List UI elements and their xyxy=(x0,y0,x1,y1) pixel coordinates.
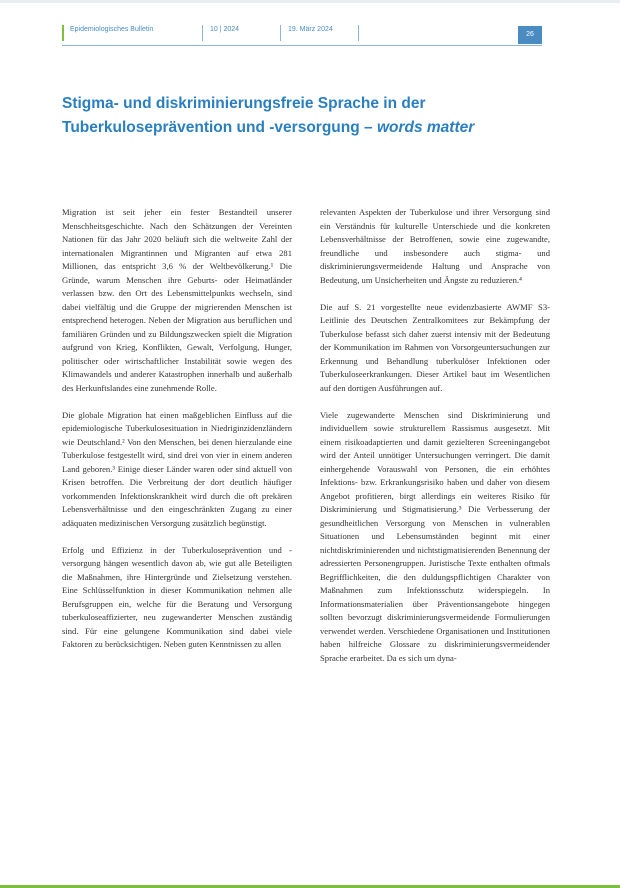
body-paragraph: relevanten Aspekten der Tuberkulose und ihrer Versorgung sind ein Verständnis für kulturelle Unterschiede und die konkreten Lebensverhältnisse der Betroffenen, sowie eine zugewandte, freundliche und insbesondere auch stigma- und diskriminierungsvermeidende Haltung und Ansprache von Bedeutung, um Unsicherheiten und Ängste zu reduzieren.⁴ xyxy=(320,207,550,285)
page-number: 26 xyxy=(518,26,542,44)
body-paragraph: Viele zugewanderte Menschen sind Diskriminierung und individuellem sowie strukturellem Rassismus ausgesetzt. Mit einem risikoadaptierten und damit gezielteren Screeningangebot wird der Anteil unnötiger Untersuchungen verringert. Die damit einhergehende Vorauswahl von Personen, die ein erhöhtes Infektions- bzw. Erkrankungsrisiko haben und daher von diesem Angebot profitieren, birgt allerdings ein weiteres Risiko für Diskriminierung und Stigmatisierung.⁵ Die Verbesserung der gesundheitlichen Versorgung von Menschen in vulnerablen Situationen und Lebensumständen beginnt mit einer nichtdiskriminierenden und nichtstigmatisierenden Benennung der adressierten Personengruppen. Juristische Texte enthalten oftmals Begrifflichkeiten, die den duldungspflichtigen Charakter von Maßnahmen zum Infektionsschutz widerspiegeln. In Informationsmaterialien über Präventionsangebote hingegen sollten bevorzugt diskriminierungsvermeidende Formulierungen verwendet werden. Verschiedene Organisationen und Institutionen haben hilfreiche Glossare zu diskriminierungsvermeidender Sprache erarbeitet. Da es sich um dyna- xyxy=(320,409,550,663)
header-accent xyxy=(62,25,64,41)
header-separator xyxy=(280,25,281,41)
title-main: Stigma- und diskriminierungsfreie Sprache in der Tuberkuloseprävention und -versorgung – xyxy=(62,95,426,136)
body-paragraph: Die globale Migration hat einen maßgeblichen Einfluss auf die epidemiologische Tuberkulosesituation in Niedriginzidenzländern wie Deutschland.² Von den Menschen, bei denen hierzulande eine Tuberkulose festgestellt wird, sind drei von vier in einem anderen Land geboren.³ Einige dieser Länder waren oder sind aktuell von Krisen betroffen. Die Verbreitung der dort deutlich häufiger vorkommenden Infektionskrankheit wird durch die oft prekären Lebensverhältnisse und den eingeschränkten Zugang zu einer adäquaten medizinischen Versorgung zusätzlich begünstigt. xyxy=(62,409,292,528)
body-paragraph: Erfolg und Effizienz in der Tuberkuloseprävention und -versorgung hängen wesentlich davon ab, wie gut alle Beteiligten die Maßnahmen, ihre Hintergründe und Zielsetzung verstehen. Eine Schlüsselfunktion in dieser Kommunikation nehmen alle Berufsgruppen ein, welche für die Beratung und Versorgung tuberkuloseaffizierter, neu zugewanderter Menschen zuständig sind. Für eine gelungene Kommunikation sind dabei viele Faktoren zu berücksichtigen. Neben guten Kenntnissen zu allen xyxy=(62,544,292,649)
page-header xyxy=(62,22,542,46)
article-title xyxy=(62,92,562,140)
top-rule xyxy=(0,0,620,3)
header-separator xyxy=(202,25,203,41)
header-underline xyxy=(62,45,542,46)
issue-number: 10 | 2024 xyxy=(210,26,240,33)
issue-date: 19. März 2024 xyxy=(288,26,333,33)
body-paragraph: Migration ist seit jeher ein fester Bestandteil unserer Menschheitsgeschichte. Nach den Schätzungen der Vereinten Nationen für das Jahr 2020 beläuft sich die weltweite Zahl der internationalen Migrantinnen und Migranten auf etwa 281 Millionen, das entspricht 3,6 % der Weltbevölkerung.¹ Die Gründe, warum Menschen ihre Geburts- oder Heimatländer verlassen bzw. den Ort des Lebensmittelpunkts wechseln, sind dabei vielfältig und die Gruppe der migrierenden Menschen ist entsprechend heterogen. Neben der Migration aus beruflichen und familiären Gründen und zu Bildungszwecken spielt die Migration aufgrund von Krieg, Konflikten, Gewalt, Verfolgung, Hunger, politischer oder wirtschaftlicher Instabilität sowie wegen des Klimawandels und anderer Katastrophen innerhalb und außerhalb des Herkunftslandes eine zunehmende Rolle. xyxy=(62,207,292,393)
left-column xyxy=(62,206,292,665)
title-italic: words matter xyxy=(376,119,475,136)
right-column xyxy=(320,206,550,679)
journal-name: Epidemiologisches Bulletin xyxy=(70,26,154,33)
body-paragraph: Die auf S. 21 vorgestellte neue evidenzbasierte AWMF S3-Leitlinie des Deutschen Zentralkomitees zur Bekämpfung der Tuberkulose befasst sich daher zuerst intensiv mit der Bedeutung der Kommunikation im Rahmen von Vorsorgeuntersuchungen zur Erkennung und Behandlung tuberkulöser Infektionen oder Tuberkuloseerkrankungen. Dieser Artikel baut im Wesentlichen auf den dortigen Ausführungen auf. xyxy=(320,301,550,393)
header-separator xyxy=(358,25,359,41)
